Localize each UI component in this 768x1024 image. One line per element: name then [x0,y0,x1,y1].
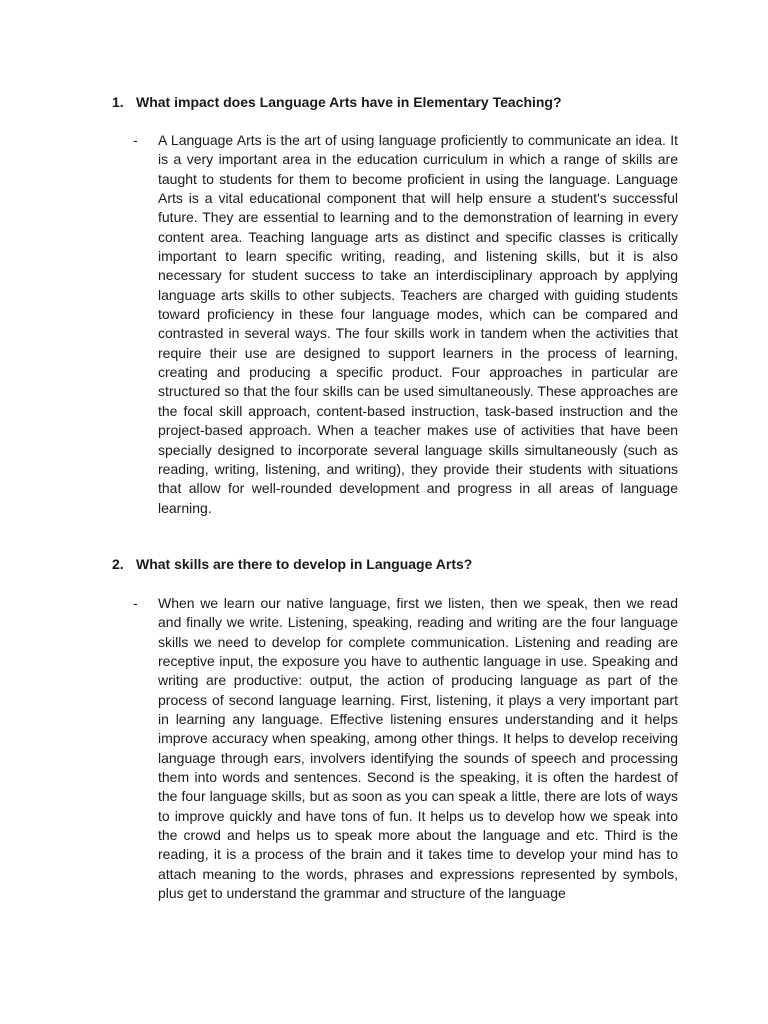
answer-2-paragraph: When we learn our native language, first we listen, then we speak, then we read and finally we write. Listening, speaking, reading and writing are the four language skills we need to develop for complete communication. Listening and reading are receptive input, the exposure you have to authentic language in use. Speaking and writing are productive: output, the action of producing language as part of the process of second language learning. First, listening, it plays a very important part in learning any language. Effective listening ensures understanding and it helps improve accuracy when speaking, among other things. It helps to develop receiving language through ears, involvers identifying the sounds of speech and processing them into words and sentences. Second is the speaking, it is often the hardest of the four language skills, but as soon as you can speak a little, there are lots of ways to improve quickly and have tons of fun. It helps us to develop how we speak into the crowd and helps us to speak more about the language and etc. Third is the reading, it is a process of the brain and it takes time to develop your mind has to attach meaning to the words, phrases and expressions represented by symbols, plus get to understand the grammar and structure of the language [158,595,678,902]
question-1-title: What impact does Language Arts have in Elementary Teaching? [136,94,562,110]
answer-2-bullet: - [133,595,138,611]
question-2-title: What skills are there to develop in Language Arts? [136,556,473,572]
question-1-number: 1. [112,94,124,110]
answer-1-bullet: - [133,132,138,148]
question-2-heading [112,555,472,574]
question-1-heading [112,93,562,112]
question-2-number: 2. [112,556,124,572]
answer-1-paragraph: A Language Arts is the art of using language proficiently to communicate an idea. It is a very important area in the education curriculum in which a range of skills are taught to students for them to become proficient in using the language. Language Arts is a vital educational component that will help ensure a student's successful future. They are essential to learning and to the demonstration of learning in every content area. Teaching language arts as distinct and specific classes is critically important to learn specific writing, reading, and listening skills, but it is also necessary for student success to take an interdisciplinary approach by applying language arts skills to other subjects. Teachers are charged with guiding students toward proficiency in these four language modes, which can be compared and contrasted in several ways. The four skills work in tandem when the activities that require their use are designed to support learners in the process of learning, creating and producing a specific product. Four approaches in particular are structured so that the four skills can be used simultaneously. These approaches are the focal skill approach, content-based instruction, task-based instruction and the project-based approach. When a teacher makes use of activities that have been specially designed to incorporate several language skills simultaneously (such as reading, writing, listening, and writing), they provide their students with situations that allow for well-rounded development and progress in all areas of language learning. [158,132,678,516]
